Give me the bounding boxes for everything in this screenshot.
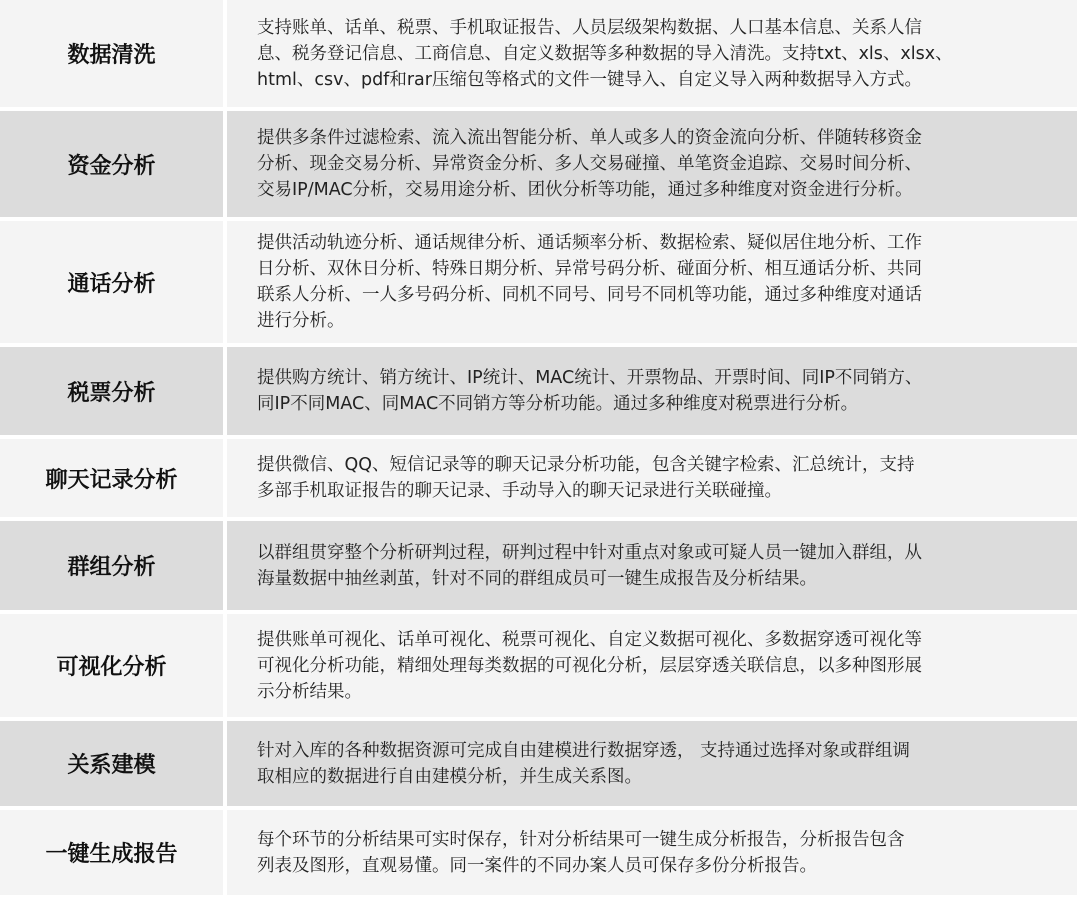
feature-row-tax-invoice-analysis: [0, 347, 1077, 435]
feature-row-data-cleaning: [0, 0, 1077, 107]
feature-description: 提供微信、QQ、短信记录等的聊天记录分析功能，包含关键字检索、汇总统计，支持 多部手机取证报告的聊天记录、手动导入的聊天记录进行关联碰撞。: [227, 439, 1077, 517]
feature-description: 提供多条件过滤检索、流入流出智能分析、单人或多人的资金流向分析、伴随转移资金 分析、现金交易分析、异常资金分析、多人交易碰撞、单笔资金追踪、交易时间分析、 交易IP/MAC分析，交易用途分析、团伙分析等功能，通过多种维度对资金进行分析。: [227, 111, 1077, 217]
feature-description: 提供账单可视化、话单可视化、税票可视化、自定义数据可视化、多数据穿透可视化等 可视化分析功能，精细处理每类数据的可视化分析，层层穿透关联信息，以多种图形展 示分析结果。: [227, 614, 1077, 717]
feature-description: 提供购方统计、销方统计、IP统计、MAC统计、开票物品、开票时间、同IP不同销方、 同IP不同MAC、同MAC不同销方等分析功能。通过多种维度对税票进行分析。: [227, 347, 1077, 435]
feature-description: 每个环节的分析结果可实时保存，针对分析结果可一键生成分析报告，分析报告包含 列表及图形，直观易懂。同一案件的不同办案人员可保存多份分析报告。: [227, 810, 1077, 895]
feature-row-visual-analysis: [0, 614, 1077, 717]
feature-row-relation-modeling: [0, 721, 1077, 806]
feature-row-fund-analysis: [0, 111, 1077, 217]
feature-name: 通话分析: [0, 221, 223, 343]
feature-name: 聊天记录分析: [0, 439, 223, 517]
feature-description: 支持账单、话单、税票、手机取证报告、人员层级架构数据、人口基本信息、关系人信 息、税务登记信息、工商信息、自定义数据等多种数据的导入清洗。支持txt、xls、xlsx、 html、csv、pdf和rar压缩包等格式的文件一键导入、自定义导入两种数据导入方式。: [227, 0, 1077, 107]
feature-name: 数据清洗: [0, 0, 223, 107]
feature-name: 群组分析: [0, 521, 223, 610]
feature-row-report-generation: [0, 810, 1077, 895]
feature-description: 以群组贯穿整个分析研判过程，研判过程中针对重点对象或可疑人员一键加入群组，从 海量数据中抽丝剥茧，针对不同的群组成员可一键生成报告及分析结果。: [227, 521, 1077, 610]
feature-name: 资金分析: [0, 111, 223, 217]
feature-name: 一键生成报告: [0, 810, 223, 895]
feature-name: 可视化分析: [0, 614, 223, 717]
feature-row-call-analysis: [0, 221, 1077, 343]
feature-description: 针对入库的各种数据资源可完成自由建模进行数据穿透， 支持通过选择对象或群组调 取相应的数据进行自由建模分析，并生成关系图。: [227, 721, 1077, 806]
feature-name: 关系建模: [0, 721, 223, 806]
feature-name: 税票分析: [0, 347, 223, 435]
feature-row-chat-analysis: [0, 439, 1077, 517]
feature-row-group-analysis: [0, 521, 1077, 610]
feature-description: 提供活动轨迹分析、通话规律分析、通话频率分析、数据检索、疑似居住地分析、工作 日分析、双休日分析、特殊日期分析、异常号码分析、碰面分析、相互通话分析、共同 联系人分析、一人多号码分析、同机不同号、同号不同机等功能，通过多种维度对通话 进行分析。: [227, 221, 1077, 343]
